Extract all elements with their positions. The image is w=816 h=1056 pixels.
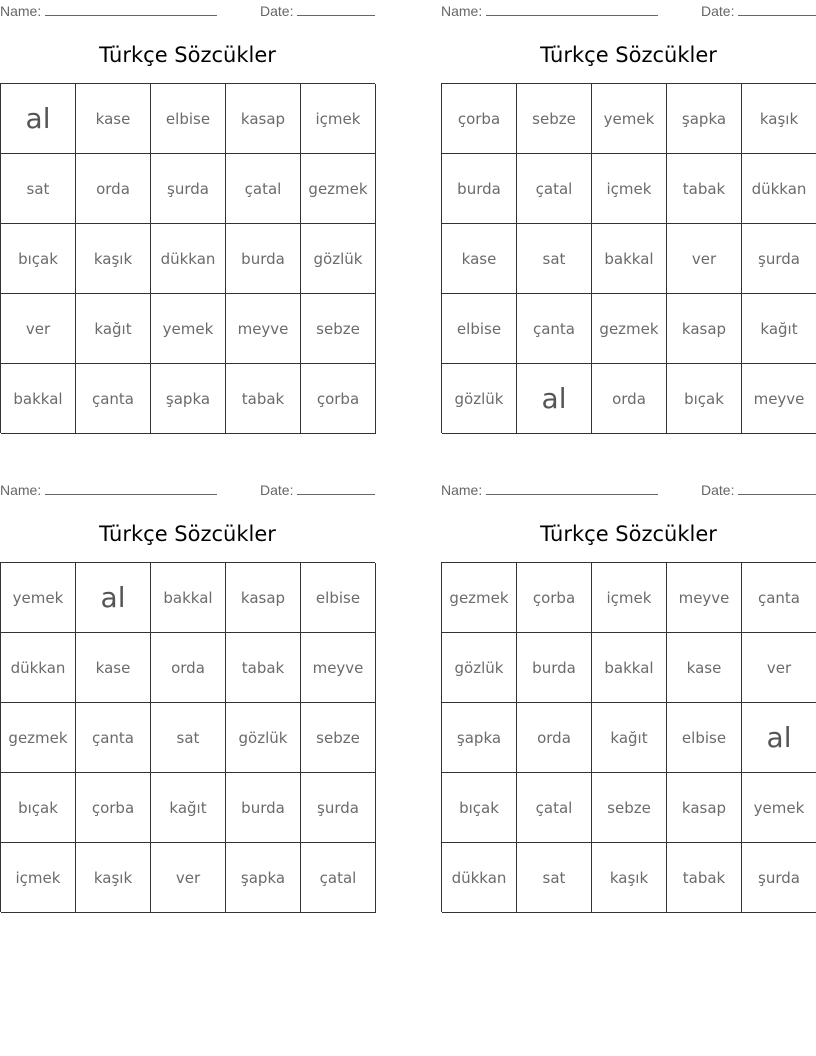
grid-cell: elbise [301, 563, 376, 633]
card-title: Türkçe Sözcükler [99, 43, 276, 67]
grid-cell: içmek [1, 843, 76, 913]
grid-cell: gözlük [301, 224, 376, 294]
bingo-card-3 [0, 479, 375, 919]
date-field [260, 3, 375, 19]
grid-cell: kase [76, 84, 151, 154]
date-blank [297, 482, 375, 495]
grid-cell: içmek [592, 563, 667, 633]
grid-cell: burda [517, 633, 592, 703]
grid-cell: kağıt [742, 294, 816, 364]
grid-cell: elbise [667, 703, 742, 773]
grid-cell: çorba [301, 364, 376, 434]
grid-cell: al [742, 703, 816, 773]
grid-cell: kaşık [76, 843, 151, 913]
grid-cell: şurda [151, 154, 226, 224]
grid-cell: ver [151, 843, 226, 913]
date-blank [297, 3, 375, 16]
grid-cell: ver [667, 224, 742, 294]
grid-cell: orda [76, 154, 151, 224]
card-title: Türkçe Sözcükler [540, 522, 717, 546]
date-label: Date: [701, 3, 735, 19]
grid-cell: şapka [226, 843, 301, 913]
grid-cell: kase [667, 633, 742, 703]
grid-cell: tabak [226, 633, 301, 703]
grid-cell: dükkan [151, 224, 226, 294]
date-blank [738, 482, 816, 495]
grid-cell: çanta [742, 563, 816, 633]
grid-cell: kasap [667, 294, 742, 364]
grid-cell: elbise [151, 84, 226, 154]
grid-cell: yemek [742, 773, 816, 843]
grid-cell: burda [226, 773, 301, 843]
bingo-card-4 [441, 479, 816, 919]
date-field [701, 482, 816, 498]
name-label: Name: [0, 3, 42, 19]
grid-cell: çorba [442, 84, 517, 154]
grid-cell: çatal [301, 843, 376, 913]
name-label: Name: [0, 482, 42, 498]
grid-cell: kaşık [742, 84, 816, 154]
date-field [260, 482, 375, 498]
grid-cell: gözlük [442, 364, 517, 434]
name-blank [486, 482, 658, 495]
grid-cell: tabak [667, 843, 742, 913]
grid-cell: sebze [517, 84, 592, 154]
grid-cell: burda [442, 154, 517, 224]
grid-cell: çanta [76, 703, 151, 773]
name-label: Name: [441, 482, 483, 498]
bingo-grid [0, 83, 375, 433]
name-field [441, 3, 658, 19]
grid-cell: sat [151, 703, 226, 773]
date-label: Date: [701, 482, 735, 498]
grid-cell: tabak [667, 154, 742, 224]
grid-cell: şapka [151, 364, 226, 434]
grid-cell: içmek [301, 84, 376, 154]
grid-cell: ver [742, 633, 816, 703]
bingo-card-1 [0, 0, 375, 440]
grid-cell: kağıt [76, 294, 151, 364]
grid-cell: bakkal [151, 563, 226, 633]
grid-cell: kasap [226, 563, 301, 633]
grid-cell: bakkal [1, 364, 76, 434]
grid-cell: bıçak [667, 364, 742, 434]
grid-cell: kaşık [76, 224, 151, 294]
grid-cell: dükkan [742, 154, 816, 224]
grid-cell: kase [442, 224, 517, 294]
name-field [0, 482, 217, 498]
name-blank [45, 482, 217, 495]
grid-cell: dükkan [1, 633, 76, 703]
grid-cell: kaşık [592, 843, 667, 913]
grid-cell: gözlük [442, 633, 517, 703]
grid-cell: şapka [442, 703, 517, 773]
bingo-grid [441, 562, 816, 912]
grid-cell: sebze [592, 773, 667, 843]
grid-cell: çanta [517, 294, 592, 364]
grid-cell: gezmek [442, 563, 517, 633]
date-label: Date: [260, 482, 294, 498]
grid-cell: yemek [1, 563, 76, 633]
grid-cell: kağıt [151, 773, 226, 843]
grid-cell: sebze [301, 703, 376, 773]
grid-cell: çorba [517, 563, 592, 633]
grid-cell: şurda [742, 224, 816, 294]
name-label: Name: [441, 3, 483, 19]
grid-cell: kasap [226, 84, 301, 154]
grid-cell: gezmek [1, 703, 76, 773]
grid-cell: orda [592, 364, 667, 434]
grid-cell: meyve [301, 633, 376, 703]
grid-cell: içmek [592, 154, 667, 224]
grid-cell: çorba [76, 773, 151, 843]
grid-cell: kasap [667, 773, 742, 843]
grid-cell: gezmek [592, 294, 667, 364]
grid-cell: dükkan [442, 843, 517, 913]
grid-cell: meyve [226, 294, 301, 364]
card-title: Türkçe Sözcükler [540, 43, 717, 67]
grid-cell: al [1, 84, 76, 154]
grid-cell: bıçak [1, 224, 76, 294]
grid-cell: gezmek [301, 154, 376, 224]
name-field [0, 3, 217, 19]
grid-cell: ver [1, 294, 76, 364]
grid-cell: bakkal [592, 224, 667, 294]
grid-cell: orda [151, 633, 226, 703]
grid-cell: çatal [517, 773, 592, 843]
grid-cell: şurda [301, 773, 376, 843]
grid-cell: tabak [226, 364, 301, 434]
grid-cell: şapka [667, 84, 742, 154]
grid-cell: kağıt [592, 703, 667, 773]
grid-cell: sat [517, 224, 592, 294]
grid-cell: orda [517, 703, 592, 773]
bingo-grid [441, 83, 816, 433]
grid-cell: çanta [76, 364, 151, 434]
name-blank [486, 3, 658, 16]
grid-cell: kase [76, 633, 151, 703]
name-field [441, 482, 658, 498]
date-field [701, 3, 816, 19]
card-title: Türkçe Sözcükler [99, 522, 276, 546]
grid-cell: şurda [742, 843, 816, 913]
grid-cell: burda [226, 224, 301, 294]
date-blank [738, 3, 816, 16]
grid-cell: meyve [667, 563, 742, 633]
grid-cell: sat [1, 154, 76, 224]
grid-cell: bıçak [442, 773, 517, 843]
grid-cell: meyve [742, 364, 816, 434]
grid-cell: çatal [517, 154, 592, 224]
bingo-grid [0, 562, 375, 912]
grid-cell: gözlük [226, 703, 301, 773]
date-label: Date: [260, 3, 294, 19]
grid-cell: sebze [301, 294, 376, 364]
grid-cell: al [76, 563, 151, 633]
grid-cell: bıçak [1, 773, 76, 843]
grid-cell: çatal [226, 154, 301, 224]
grid-cell: yemek [151, 294, 226, 364]
bingo-card-2 [441, 0, 816, 440]
grid-cell: al [517, 364, 592, 434]
grid-cell: elbise [442, 294, 517, 364]
name-blank [45, 3, 217, 16]
grid-cell: sat [517, 843, 592, 913]
grid-cell: yemek [592, 84, 667, 154]
grid-cell: bakkal [592, 633, 667, 703]
